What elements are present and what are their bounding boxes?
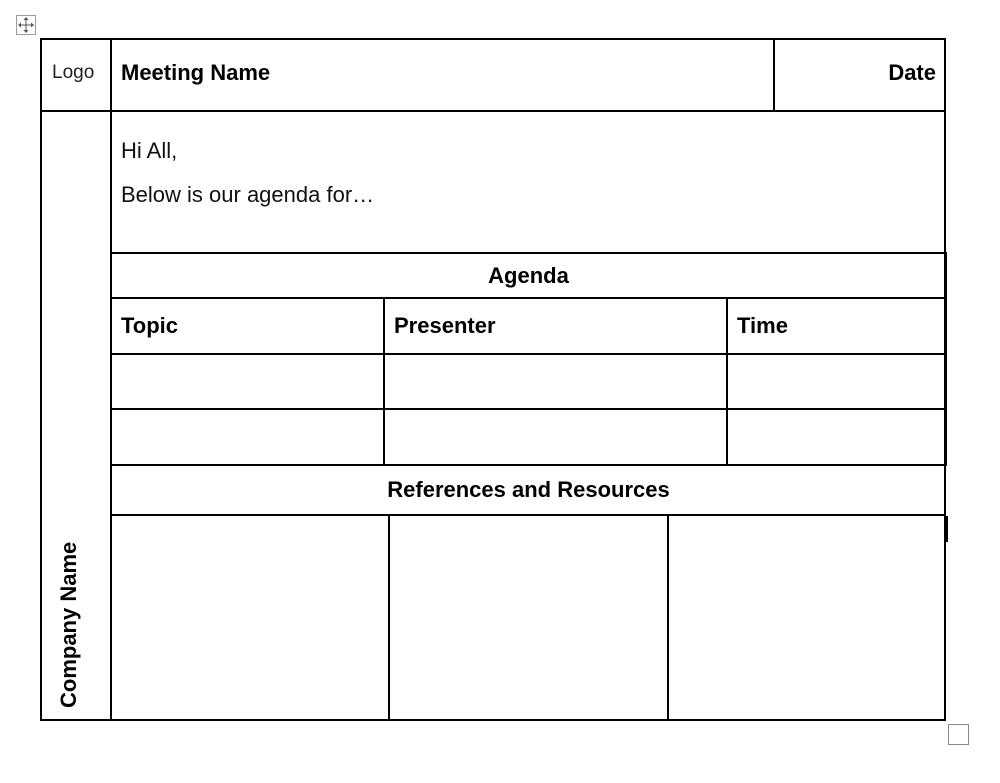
- table-move-handle-icon[interactable]: [16, 15, 36, 35]
- table-resize-handle-icon[interactable]: [948, 724, 969, 745]
- intro-message[interactable]: Below is our agenda for…: [121, 182, 375, 207]
- meeting-name[interactable]: Meeting Name: [121, 60, 271, 85]
- resources-title[interactable]: References and Resources: [387, 477, 670, 502]
- greeting-text[interactable]: Hi All,: [121, 138, 178, 163]
- agenda-header-topic[interactable]: Topic: [121, 313, 179, 338]
- resource-cell-1[interactable]: [112, 516, 388, 719]
- resource-cell-2[interactable]: [390, 516, 667, 719]
- agenda-cell-time-1[interactable]: [728, 355, 945, 408]
- header-divider: [40, 110, 946, 112]
- agenda-title-divider: [110, 297, 947, 299]
- agenda-cell-presenter-2[interactable]: [385, 410, 726, 464]
- agenda-cell-topic-1[interactable]: [112, 355, 383, 408]
- agenda-header-presenter[interactable]: Presenter: [394, 313, 496, 338]
- agenda-cell-time-2[interactable]: [728, 410, 945, 464]
- agenda-title[interactable]: Agenda: [488, 263, 569, 288]
- company-name[interactable]: Company Name: [56, 541, 81, 708]
- intro-divider: [110, 252, 947, 254]
- meeting-date[interactable]: Date: [888, 60, 936, 85]
- agenda-cell-presenter-1[interactable]: [385, 355, 726, 408]
- date-divider: [773, 38, 775, 111]
- resource-cell-3[interactable]: [669, 516, 945, 719]
- agenda-header-time[interactable]: Time: [737, 313, 788, 338]
- logo-placeholder[interactable]: Logo: [52, 62, 95, 83]
- text-cursor: [946, 516, 948, 542]
- agenda-bottom-divider: [110, 464, 947, 466]
- agenda-cell-topic-2[interactable]: [112, 410, 383, 464]
